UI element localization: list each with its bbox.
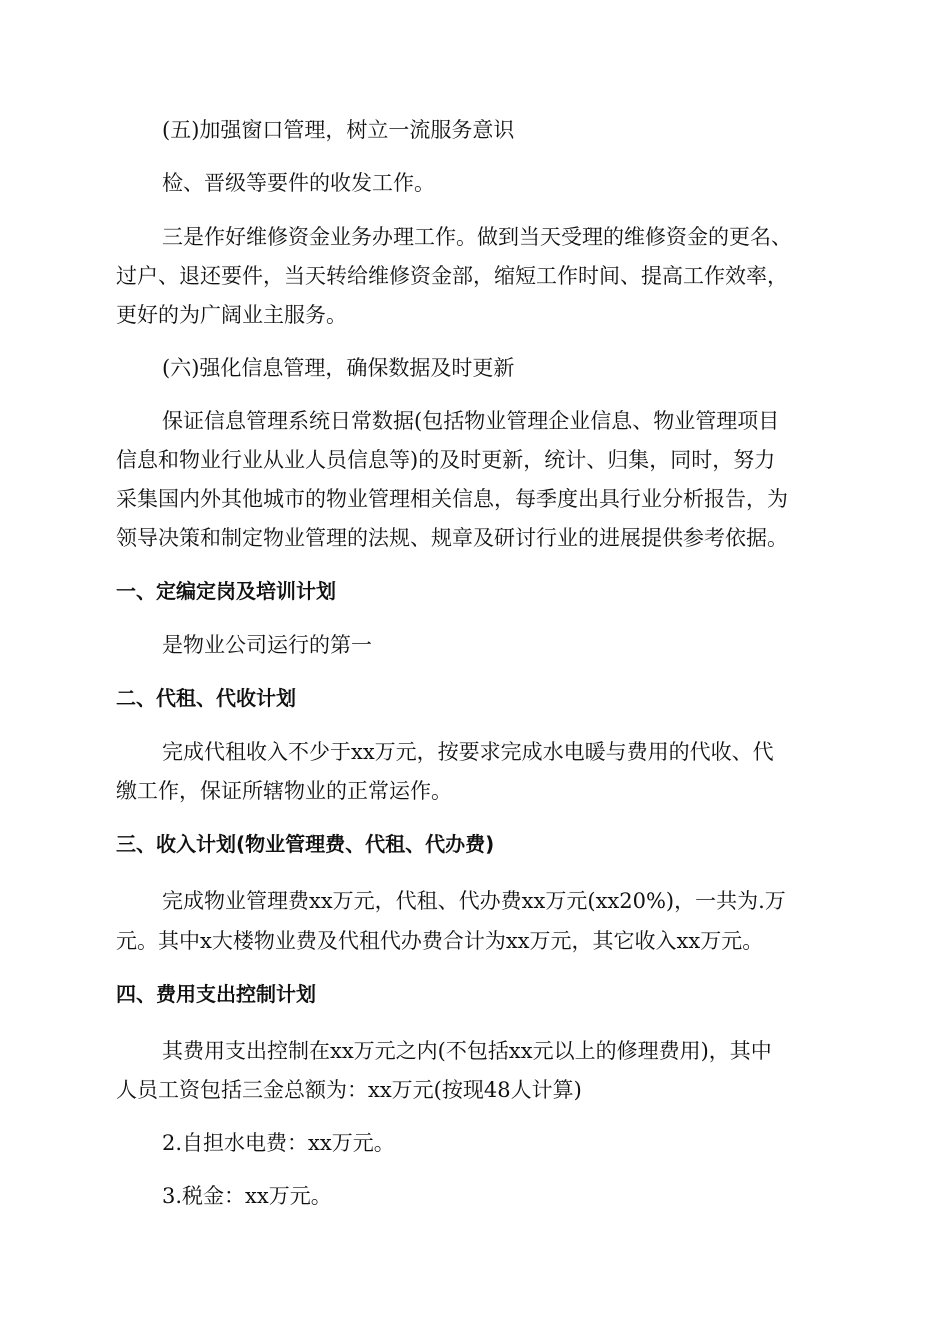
heading-rental-plan: 二、代租、代收计划 [116, 686, 296, 710]
paragraph-line: 保证信息管理系统日常数据(包括物业管理企业信息、物业管理项目 [162, 409, 780, 433]
heading-income-plan: 三、收入计划(物业管理费、代租、代办费) [116, 832, 495, 856]
paragraph-line: 完成物业管理费xx万元，代租、代办费xx万元(xx20%)，一共为.万 [162, 889, 786, 913]
paragraph-line: 采集国内外其他城市的物业管理相关信息，每季度出具行业分析报告，为 [116, 487, 788, 511]
paragraph-line: 过户、退还要件，当天转给维修资金部，缩短工作时间、提高工作效率， [116, 264, 788, 288]
section-six-title: (六)强化信息管理，确保数据及时更新 [162, 356, 515, 380]
paragraph-line: 三是作好维修资金业务办理工作。做到当天受理的维修资金的更名、 [162, 225, 792, 249]
heading-expense-plan: 四、费用支出控制计划 [116, 982, 316, 1006]
section-five-title: (五)加强窗口管理，树立一流服务意识 [162, 118, 515, 142]
paragraph-line: 更好的为广阔业主服务。 [116, 303, 347, 327]
paragraph-line: 缴工作，保证所辖物业的正常运作。 [116, 779, 452, 803]
heading-staffing-plan: 一、定编定岗及培训计划 [116, 579, 336, 603]
paragraph-line: 元。其中x大楼物业费及代租代办费合计为xx万元，其它收入xx万元。 [116, 929, 764, 953]
paragraph-line: 领导决策和制定物业管理的法规、规章及研讨行业的进展提供参考依据。 [116, 526, 788, 550]
paragraph-line: 信息和物业行业从业人员信息等)的及时更新，统计、归集，同时，努力 [116, 448, 776, 472]
list-item: 3.税金：xx万元。 [162, 1184, 332, 1208]
list-item: 2.自担水电费：xx万元。 [162, 1131, 395, 1155]
paragraph-line: 其费用支出控制在xx万元之内(不包括xx元以上的修理费用)，其中 [162, 1039, 772, 1063]
paragraph-line: 完成代租收入不少于xx万元，按要求完成水电暖与费用的代收、代 [162, 740, 774, 764]
paragraph-text: 检、晋级等要件的收发工作。 [162, 171, 435, 195]
paragraph-text: 是物业公司运行的第一 [162, 633, 372, 657]
paragraph-line: 人员工资包括三金总额为：xx万元(按现48人计算) [116, 1078, 582, 1102]
